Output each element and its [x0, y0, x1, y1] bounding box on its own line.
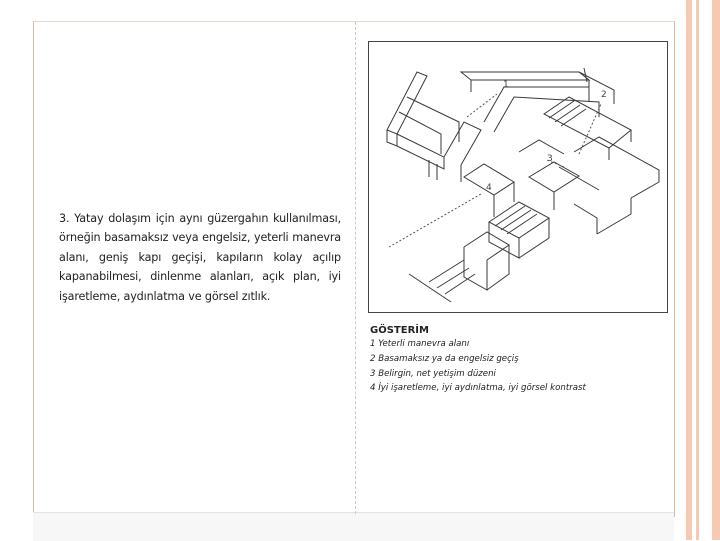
- floor-lines: [409, 260, 475, 302]
- callout-1: 1: [503, 80, 509, 90]
- corridor-walls: [464, 140, 579, 217]
- book-spine: [355, 22, 356, 514]
- callout-4: 4: [486, 183, 492, 193]
- edge-decor-bar: [686, 0, 692, 540]
- legend-item: 4 İyi işaretleme, iyi aydınlatma, iyi görsel kontrast: [370, 383, 586, 394]
- legend-item: 3 Belirgin, net yetişim düzeni: [370, 368, 496, 379]
- floor-plan-figure: [368, 41, 668, 313]
- stair-block-lower: [464, 202, 549, 290]
- callout-3: 3: [547, 154, 553, 164]
- wall-partition-top: [461, 68, 614, 132]
- legend-title: GÖSTERİM: [370, 325, 429, 336]
- isometric-drawing: [369, 42, 667, 312]
- body-paragraph: 3. Yatay dolaşım için aynı güzergahın kullanılması, örneğin basamaksız veya engelsiz, yeterli manevra alanı, geniş kapı geçişi, kapıların kolay açılıp kapanabilmesi, dinlenme alanları, açık plan, iyi işaretleme, aydınlatma ve görsel zıtlık.: [59, 212, 341, 303]
- legend-item: 1 Yeterli manevra alanı: [370, 339, 470, 349]
- legend: [370, 325, 670, 396]
- callout-2: 2: [601, 90, 607, 100]
- wall-block-upper-left: [387, 72, 481, 182]
- edge-decor-bar: [696, 0, 699, 540]
- legend-item: 2 Basamaksız ya da engelsiz geçiş: [370, 353, 519, 364]
- edge-decor-bar: [712, 0, 720, 540]
- page-bottom-strip: [33, 512, 674, 541]
